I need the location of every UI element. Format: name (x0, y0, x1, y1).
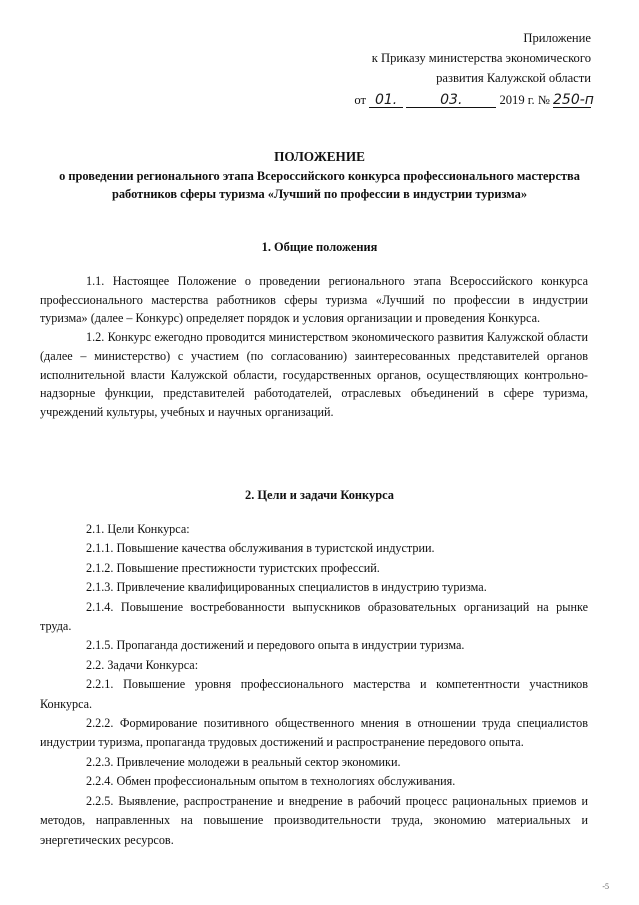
paragraph-1-1: 1.1. Настоящее Положение о проведении регионального этапа Всероссийского конкурса профессионального мастерства работников сферы туризма «Лучший по профессии в индустрии туризма» (далее – Конкурс) определяет порядок и условия организации и проведения Конкурса. (40, 274, 588, 326)
appendix-order-ref: к Приказу министерства экономического (371, 51, 591, 65)
list-item: 2.1.1. Повышение качества обслуживания в туристской индустрии. (86, 541, 435, 556)
list-item: 2.1.2. Повышение престижности туристских профессий. (86, 560, 380, 575)
appendix-label: Приложение (523, 31, 591, 45)
list-item: 2.2.3. Привлечение молодежи в реальный сектор экономики. (86, 754, 401, 769)
order-number: 250-п (553, 92, 594, 108)
list-item: 2.2.2. Формирование позитивного общественного мнения в отношении труда специалистов индустрии туризма, пропаганда трудовых достижений и распространение передового опыта. (40, 716, 588, 750)
order-year: 2019 г. № (499, 93, 550, 107)
appendix-header (354, 28, 594, 110)
title-heading: ПОЛОЖЕНИЕ (274, 149, 365, 164)
list-item: 2.1.4. Повышение востребованности выпускников образовательных организаций на рынке труда. (40, 599, 588, 634)
order-number-field (553, 92, 594, 108)
list-item: 2.1. Цели Конкурса: (86, 522, 190, 536)
list-item: 2.2.4. Обмен профессиональным опытом в технологиях обслуживания. (86, 774, 456, 789)
section1-body (40, 272, 588, 422)
order-prefix: от (354, 93, 366, 107)
order-month-field (406, 93, 496, 108)
title-subtitle: о проведении регионального этапа Всероссийского конкурса профессионального мастерства работников сферы туризма «Лучший по профессии в индустрии туризма» (59, 168, 580, 201)
order-day-field (369, 93, 403, 108)
document-title (48, 148, 591, 204)
paragraph-1-2: 1.2. Конкурс ежегодно проводится министерством экономического развития Калужской области (далее – министерство) с участием (по согласованию) заинтересованных представителей органов исполнительной власти Калужской области, государственных органов, осуществляющих контрольно-надзорные функции, представителей работодателей, отраслевых объединений в сфере туризма, учреждений культуры, учебных и научных организаций. (40, 330, 588, 419)
list-item: 2.1.5. Пропаганда достижений и передового опыта в индустрии туризма. (86, 638, 465, 653)
list-item: 2.2. Задачи Конкурса: (86, 657, 199, 672)
section2-heading: 2. Цели и задачи Конкурса (245, 488, 394, 502)
order-month: 03. (440, 92, 463, 108)
order-date-number (354, 90, 594, 110)
page-mark: -5 (602, 882, 609, 891)
list-item: 2.2.1. Повышение уровня профессионального мастерства и компетентности участников Конкурса. (40, 677, 588, 711)
appendix-ministry: развития Калужской области (436, 71, 591, 85)
section1-heading: 1. Общие положения (261, 240, 378, 254)
list-item: 2.1.3. Привлечение квалифицированных специалистов в индустрию туризма. (86, 580, 487, 595)
section2-body (40, 520, 588, 850)
list-item: 2.2.5. Выявление, распространение и внедрение в рабочий процесс рациональных приемов и методов, направленных на повышение производительности труда, экономию материальных и энергетических ресурсов. (40, 793, 588, 847)
order-day: 01. (374, 92, 398, 108)
